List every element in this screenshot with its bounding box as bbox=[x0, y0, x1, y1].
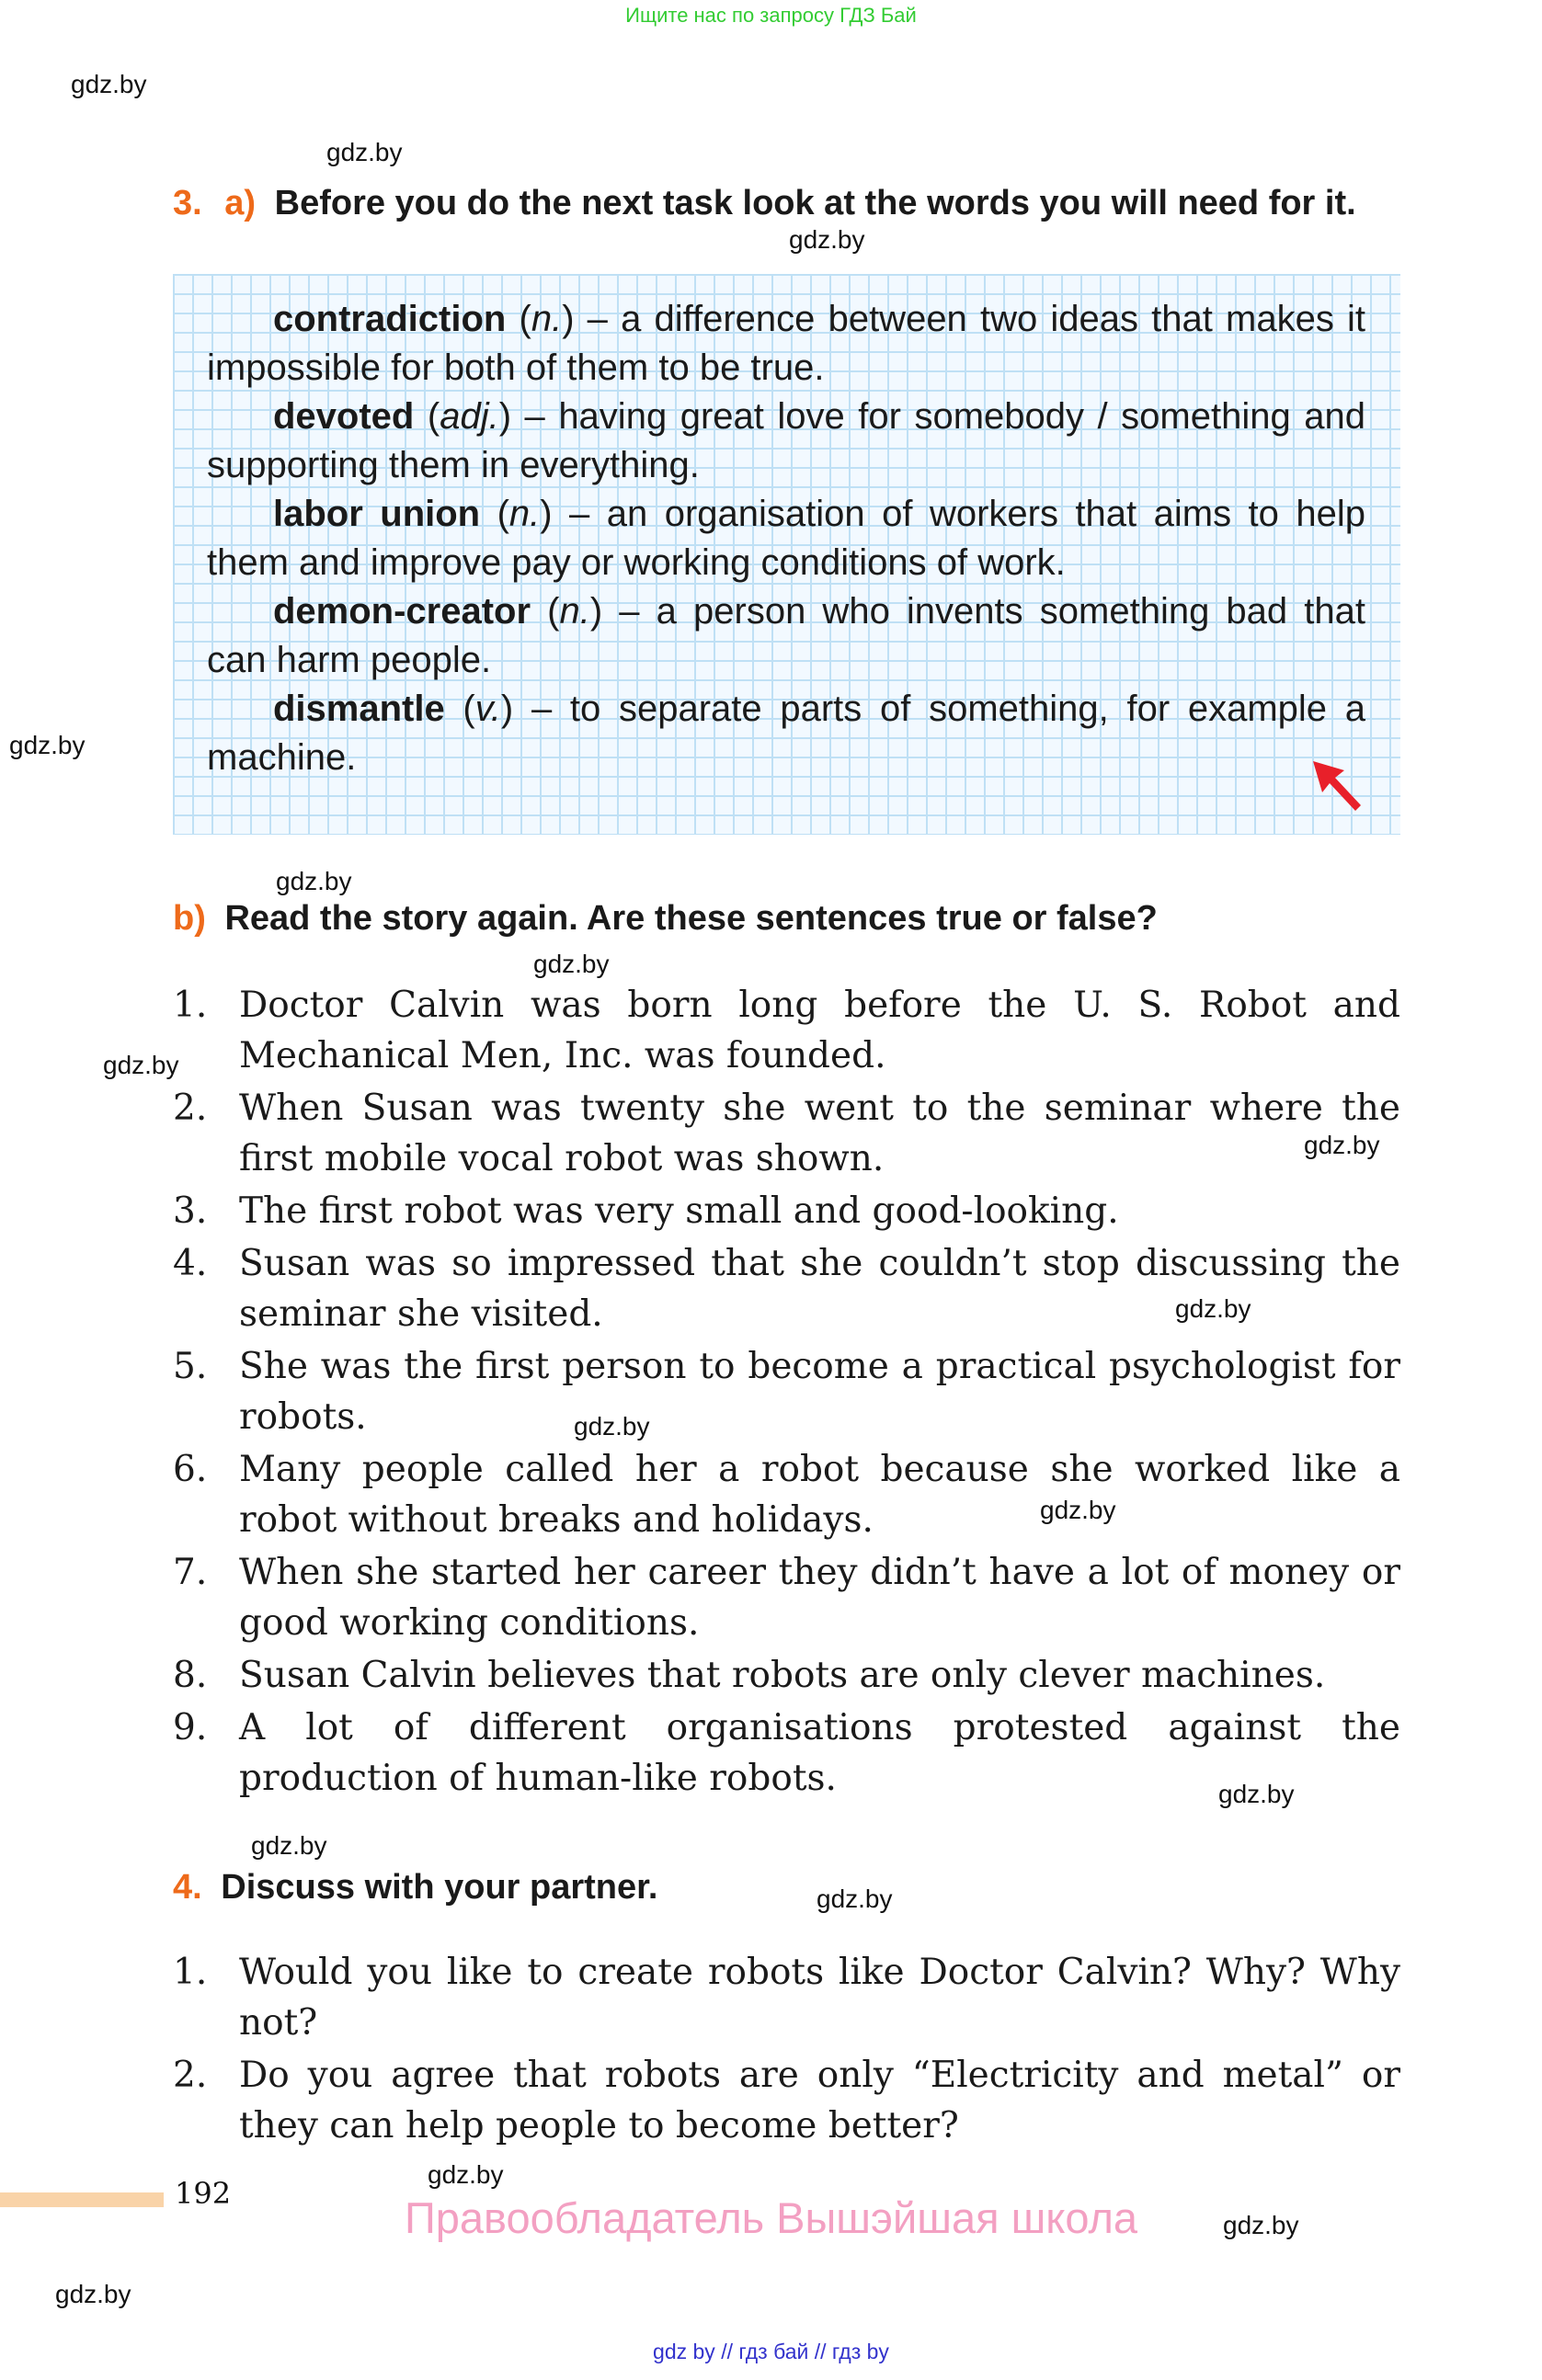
watermark: gdz.by bbox=[1218, 1780, 1295, 1808]
task-4-heading bbox=[173, 1868, 657, 1907]
copyright-notice: Правообладатель Вышэйшая школа bbox=[404, 2193, 1138, 2242]
task-instruction: Discuss with your partner. bbox=[221, 1868, 658, 1907]
footer-links[interactable]: gdz by // гдз бай // гдз by bbox=[653, 2340, 889, 2363]
watermark: gdz.by bbox=[1223, 2211, 1299, 2239]
discussion-list bbox=[173, 1947, 1400, 2153]
vocabulary-entry: demon-creator (n.) – a person who invents something bad that can harm people. bbox=[207, 591, 1366, 680]
task-number: 3. bbox=[173, 184, 202, 222]
watermark: gdz.by bbox=[251, 1831, 327, 1860]
list-item: 3. The first robot was very small and good-looking. bbox=[173, 1190, 1119, 1232]
list-item: 4. Susan was so impressed that she couldn’t stop discussing the seminar she visited. bbox=[173, 1243, 1400, 1335]
list-item: 1. Doctor Calvin was born long before the U. S. Robot and Mechanical Men, Inc. was founded. bbox=[173, 985, 1400, 1076]
watermark: gdz.by bbox=[9, 731, 86, 759]
list-item: 8. Susan Calvin believes that robots are only clever machines. bbox=[173, 1655, 1326, 1696]
vocabulary-entry: dismantle (v.) – to separate parts of something, for example a machine. bbox=[207, 689, 1366, 778]
watermark: gdz.by bbox=[1175, 1294, 1251, 1323]
task-instruction: Before you do the next task look at the words you will need for it. bbox=[274, 184, 1356, 222]
task-letter: a) bbox=[224, 184, 257, 222]
list-item: 7. When she started her career they didn’t have a lot of money or good working conditions. bbox=[173, 1552, 1400, 1644]
watermark: gdz.by bbox=[326, 138, 403, 166]
true-false-list bbox=[173, 980, 1400, 1805]
watermark: gdz.by bbox=[276, 867, 352, 895]
task-instruction: Read the story again. Are these sentences true or false? bbox=[224, 899, 1158, 938]
list-item: 2. When Susan was twenty she went to the seminar where the first mobile vocal robot was shown. bbox=[173, 1088, 1400, 1179]
list-item: 5. She was the first person to become a practical psychologist for robots. bbox=[173, 1346, 1400, 1438]
task-3a-heading bbox=[173, 184, 1356, 223]
watermark: gdz.by bbox=[428, 2160, 504, 2189]
task-number: 4. bbox=[173, 1868, 202, 1907]
watermark: gdz.by bbox=[533, 950, 610, 978]
list-item: 1. Would you like to create robots like Doctor Calvin? Why? Why not? bbox=[173, 1952, 1400, 2044]
list-item: 2. Do you agree that robots are only “Electricity and metal” or they can help people to become better? bbox=[173, 2055, 1400, 2147]
watermark: gdz.by bbox=[574, 1412, 650, 1441]
watermark: gdz.by bbox=[71, 70, 147, 98]
vocabulary-list bbox=[207, 295, 1365, 782]
watermark: gdz.by bbox=[103, 1051, 179, 1079]
watermark: gdz.by bbox=[1304, 1131, 1380, 1159]
list-item: 6. Many people called her a robot because she worked like a robot without breaks and holidays. bbox=[173, 1449, 1400, 1541]
watermark: gdz.by bbox=[55, 2280, 131, 2308]
task-3b-heading bbox=[173, 899, 1158, 939]
vocabulary-entry: contradiction (n.) – a difference between two ideas that makes it impossible for both of them to be true. bbox=[207, 299, 1365, 388]
watermark: gdz.by bbox=[1040, 1496, 1116, 1524]
vocabulary-entry: labor union (n.) – an organisation of workers that aims to help them and improve pay or working conditions of work. bbox=[207, 494, 1365, 583]
red-arrow-icon bbox=[1306, 754, 1370, 818]
watermark: gdz.by bbox=[789, 225, 865, 254]
page-number: 192 bbox=[175, 2176, 232, 2211]
search-hint: Ищите нас по запросу ГДЗ Бай bbox=[625, 4, 917, 27]
vocabulary-entry: devoted (adj.) – having great love for somebody / something and supporting them in everything. bbox=[207, 396, 1365, 485]
list-item: 9. A lot of different organisations protested against the production of human-like robots. bbox=[173, 1707, 1400, 1799]
task-letter: b) bbox=[173, 899, 206, 938]
watermark: gdz.by bbox=[817, 1885, 893, 1913]
